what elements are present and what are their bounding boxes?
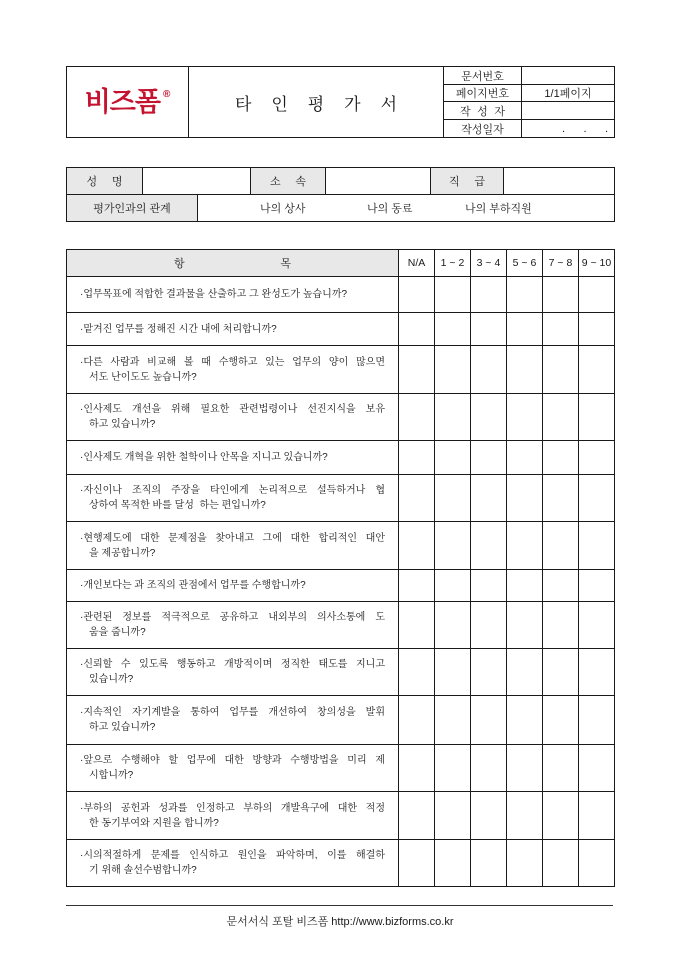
- score-header-9-10: 9 ~ 10: [578, 250, 614, 276]
- item-text-line: ·신뢰할 수 있도록 행동하고 개방적이며 정직한 태도를 지니고: [80, 659, 385, 670]
- score-3-4-cell[interactable]: [470, 522, 506, 569]
- score-na-cell[interactable]: [398, 313, 434, 345]
- footer-divider: [66, 905, 613, 906]
- department-label: 소 속: [270, 176, 306, 188]
- evaluation-item-text: [67, 522, 398, 569]
- score-na-cell[interactable]: [398, 394, 434, 440]
- score-3-4-cell[interactable]: [470, 792, 506, 839]
- score-5-6-cell[interactable]: [506, 696, 542, 744]
- score-1-2-cell[interactable]: [434, 277, 470, 312]
- score-7-8-cell[interactable]: [542, 441, 578, 474]
- score-7-8-cell[interactable]: [542, 840, 578, 886]
- item-text-continuation: 기 위해 솔선수범합니까?: [89, 865, 197, 876]
- score-1-2-cell[interactable]: [434, 313, 470, 345]
- evaluation-item-text: [67, 277, 398, 312]
- score-9-10-cell[interactable]: [578, 346, 614, 393]
- item-text-line: ·인사제도 개선을 위해 필요한 관련법령이나 선진지식을 보유: [80, 404, 385, 415]
- score-3-4-cell[interactable]: [470, 649, 506, 695]
- evaluation-row: [67, 345, 614, 393]
- date-field[interactable]: [521, 120, 614, 137]
- item-text-line: ·업무목표에 적합한 결과물을 산출하고 그 완성도가 높습니까?: [80, 289, 348, 300]
- score-9-10-cell[interactable]: [578, 792, 614, 839]
- item-text-continuation: 한 동기부여와 지원을 합니까?: [89, 817, 219, 829]
- score-9-10-cell[interactable]: [578, 394, 614, 440]
- score-na-cell[interactable]: [398, 649, 434, 695]
- department-field[interactable]: [325, 168, 430, 194]
- score-na-cell[interactable]: [398, 840, 434, 886]
- evaluation-row: [67, 521, 614, 569]
- score-na-cell[interactable]: [398, 346, 434, 393]
- score-9-10-cell[interactable]: [578, 313, 614, 345]
- score-header-1-2: 1 ~ 2: [434, 250, 470, 276]
- department-label-cell: [250, 168, 325, 194]
- relation-label-cell: [67, 195, 197, 221]
- score-5-6-cell[interactable]: [506, 277, 542, 312]
- item-text-line: ·맡겨진 업무를 정해진 시간 내에 처리합니까?: [80, 323, 277, 335]
- evaluation-item-text: [67, 745, 398, 791]
- score-1-2-cell[interactable]: [434, 792, 470, 839]
- score-5-6-cell[interactable]: [506, 602, 542, 648]
- document-number-field[interactable]: [521, 67, 614, 84]
- score-7-8-cell[interactable]: [542, 522, 578, 569]
- score-na-cell[interactable]: [398, 475, 434, 521]
- score-na-cell[interactable]: [398, 522, 434, 569]
- document-meta: [443, 67, 614, 137]
- evaluation-row: [67, 839, 614, 886]
- meta-row-author: [444, 101, 614, 119]
- item-text-line: ·앞으로 수행해야 할 업무에 대한 방향과 수행방법을 미리 제: [80, 755, 385, 766]
- page-number-value: 1/1페이지: [544, 88, 592, 100]
- date-label: 작성일자: [461, 123, 504, 136]
- score-7-8-cell[interactable]: [542, 394, 578, 440]
- evaluation-item-text: [67, 313, 398, 345]
- rank-field[interactable]: [503, 168, 614, 194]
- logo-text: 비즈폼: [84, 87, 160, 117]
- score-9-10-cell[interactable]: [578, 602, 614, 648]
- item-text-continuation: 상하여 목적한 바를 달성 하는 편입니까?: [89, 500, 266, 511]
- evaluation-item-text: [67, 696, 398, 744]
- evaluation-row: [67, 440, 614, 474]
- score-9-10-cell[interactable]: [578, 696, 614, 744]
- score-7-8-cell[interactable]: [542, 649, 578, 695]
- evaluation-table: [66, 249, 615, 887]
- score-5-6-cell[interactable]: [506, 792, 542, 839]
- score-1-2-cell[interactable]: [434, 475, 470, 521]
- score-5-6-cell[interactable]: [506, 441, 542, 474]
- score-3-4-cell[interactable]: [470, 313, 506, 345]
- evaluation-item-text: [67, 394, 398, 440]
- item-column-header: 항 목: [174, 258, 291, 270]
- score-7-8-cell[interactable]: [542, 475, 578, 521]
- page-number-label-cell: [444, 85, 521, 101]
- evaluation-item-text: [67, 570, 398, 601]
- score-7-8-cell[interactable]: [542, 745, 578, 791]
- item-text-line: ·자신이나 조직의 주장을 타인에게 논리적으로 설득하거나 협: [80, 485, 385, 496]
- document-header-table: [66, 66, 615, 138]
- registered-mark: ®: [162, 89, 171, 100]
- item-text-line: ·현행제도에 대한 문제점을 찾아내고 그에 대한 합리적인 대안: [80, 532, 385, 544]
- item-column-header-cell: [67, 250, 398, 276]
- score-header-7-8: 7 ~ 8: [542, 250, 578, 276]
- score-na-cell[interactable]: [398, 602, 434, 648]
- score-3-4-cell[interactable]: [470, 602, 506, 648]
- item-text-continuation: 을 제공합니까?: [89, 547, 156, 559]
- meta-row-document-number: [444, 67, 614, 84]
- evaluation-item-text: [67, 346, 398, 393]
- item-text-continuation: 서도 난이도도 높습니까?: [89, 371, 197, 383]
- score-5-6-cell[interactable]: [506, 346, 542, 393]
- item-text-continuation: 시합니까?: [89, 770, 134, 781]
- score-na-cell[interactable]: [398, 570, 434, 601]
- score-5-6-cell[interactable]: [506, 745, 542, 791]
- score-7-8-cell[interactable]: [542, 277, 578, 312]
- score-3-4-cell[interactable]: [470, 475, 506, 521]
- score-1-2-cell[interactable]: [434, 602, 470, 648]
- score-1-2-cell[interactable]: [434, 696, 470, 744]
- score-3-4-cell[interactable]: [470, 346, 506, 393]
- score-5-6-cell[interactable]: [506, 313, 542, 345]
- document-number-label: 문서번호: [461, 70, 504, 83]
- meta-row-page-number: [444, 84, 614, 101]
- score-5-6-cell[interactable]: [506, 840, 542, 886]
- score-1-2-cell[interactable]: [434, 522, 470, 569]
- score-1-2-cell[interactable]: [434, 840, 470, 886]
- score-1-2-cell[interactable]: [434, 649, 470, 695]
- score-9-10-cell[interactable]: [578, 745, 614, 791]
- score-na-cell[interactable]: [398, 696, 434, 744]
- score-9-10-cell[interactable]: [578, 570, 614, 601]
- page-number-value-cell: [521, 85, 614, 101]
- score-7-8-cell[interactable]: [542, 346, 578, 393]
- score-7-8-cell[interactable]: [542, 696, 578, 744]
- meta-row-date: [444, 119, 614, 137]
- relation-option-superior[interactable]: 나의 상사: [260, 203, 306, 215]
- score-9-10-cell[interactable]: [578, 840, 614, 886]
- score-3-4-cell[interactable]: [470, 570, 506, 601]
- relation-option-peer[interactable]: 나의 동료: [367, 203, 413, 215]
- item-text-continuation: 하고 있습니까?: [89, 722, 156, 733]
- title-cell: [188, 67, 443, 137]
- logo-cell: [67, 67, 188, 137]
- score-5-6-cell[interactable]: [506, 475, 542, 521]
- page-number-label: 페이지번호: [455, 88, 510, 100]
- item-text-line: ·인사제도 개혁을 위한 철학이나 안목을 지니고 있습니까?: [80, 452, 328, 463]
- score-5-6-cell[interactable]: [506, 394, 542, 440]
- score-5-6-cell[interactable]: [506, 570, 542, 601]
- score-3-4-cell[interactable]: [470, 441, 506, 474]
- score-5-6-cell[interactable]: [506, 649, 542, 695]
- rank-label-cell: [430, 168, 503, 194]
- item-text-continuation: 하고 있습니까?: [89, 419, 156, 430]
- evaluation-item-text: [67, 602, 398, 648]
- score-na-cell[interactable]: [398, 441, 434, 474]
- score-3-4-cell[interactable]: [470, 696, 506, 744]
- score-3-4-cell[interactable]: [470, 840, 506, 886]
- relation-row: [67, 194, 614, 221]
- score-1-2-cell[interactable]: [434, 346, 470, 393]
- score-3-4-cell[interactable]: [470, 745, 506, 791]
- evaluation-row: [67, 601, 614, 648]
- score-7-8-cell[interactable]: [542, 602, 578, 648]
- evaluation-item-text: [67, 840, 398, 886]
- score-7-8-cell[interactable]: [542, 570, 578, 601]
- evaluation-item-text: [67, 792, 398, 839]
- score-1-2-cell[interactable]: [434, 570, 470, 601]
- evaluation-item-text: [67, 475, 398, 521]
- document-number-label-cell: [444, 67, 521, 84]
- score-9-10-cell[interactable]: [578, 441, 614, 474]
- footer-credit: 문서서식 포탈 비즈폼 http://www.bizforms.co.kr: [226, 916, 454, 928]
- author-label-cell: [444, 102, 521, 119]
- evaluation-item-text: [67, 441, 398, 474]
- evaluation-row: [67, 312, 614, 345]
- evaluation-row: [67, 393, 614, 440]
- score-5-6-cell[interactable]: [506, 522, 542, 569]
- item-text-line: ·부하의 공헌과 성과를 인정하고 부하의 개발욕구에 대한 적정: [80, 802, 385, 814]
- score-1-2-cell[interactable]: [434, 394, 470, 440]
- evaluation-row: [67, 474, 614, 521]
- evaluation-row: [67, 744, 614, 791]
- score-9-10-cell[interactable]: [578, 522, 614, 569]
- evaluation-header-row: [67, 250, 614, 276]
- item-text-line: ·관련된 정보를 적극적으로 공유하고 내외부의 의사소통에 도: [80, 612, 385, 623]
- item-text-line: ·개인보다는 과 조직의 관점에서 업무를 수행합니까?: [80, 580, 306, 591]
- name-field[interactable]: [142, 168, 250, 194]
- bizforms-logo: [85, 87, 171, 117]
- name-label-cell: [67, 168, 142, 194]
- item-text-line: ·다른 사람과 비교해 볼 때 수행하고 있는 업무의 양이 많으면: [80, 356, 385, 368]
- author-label: 작 성 자: [460, 105, 505, 118]
- evaluation-row: [67, 791, 614, 839]
- name-label: 성 명: [86, 176, 123, 188]
- item-text-continuation: 있습니까?: [89, 674, 134, 685]
- score-7-8-cell[interactable]: [542, 313, 578, 345]
- score-header-3-4: 3 ~ 4: [470, 250, 506, 276]
- score-1-2-cell[interactable]: [434, 441, 470, 474]
- relation-label: 평가인과의 관계: [93, 203, 171, 215]
- score-3-4-cell[interactable]: [470, 394, 506, 440]
- score-na-cell[interactable]: [398, 277, 434, 312]
- score-na-cell[interactable]: [398, 745, 434, 791]
- relation-option-subordinate[interactable]: 나의 부하직원: [465, 203, 532, 215]
- item-text-continuation: 움을 줍니까?: [89, 627, 146, 638]
- evaluation-row: [67, 648, 614, 695]
- evaluation-row: [67, 276, 614, 312]
- evaluatee-info-table: [66, 167, 615, 222]
- score-na-cell[interactable]: [398, 792, 434, 839]
- item-text-line: ·시의적절하게 문제를 인식하고 원인을 파악하며, 이를 해결하: [80, 850, 385, 861]
- evaluation-item-text: [67, 649, 398, 695]
- date-label-cell: [444, 120, 521, 137]
- author-field[interactable]: [521, 102, 614, 119]
- score-1-2-cell[interactable]: [434, 745, 470, 791]
- score-header-5-6: 5 ~ 6: [506, 250, 542, 276]
- evaluation-row: [67, 569, 614, 601]
- document-title: 타 인 평 가 서: [235, 94, 397, 114]
- evaluation-row: [67, 695, 614, 744]
- score-header-na: N/A: [398, 250, 434, 276]
- evaluatee-info-row: [67, 168, 614, 194]
- document-header-row: [67, 67, 614, 137]
- score-9-10-cell[interactable]: [578, 277, 614, 312]
- score-9-10-cell[interactable]: [578, 475, 614, 521]
- score-9-10-cell[interactable]: [578, 649, 614, 695]
- relation-options: [197, 195, 614, 221]
- date-placeholder: . . .: [562, 122, 608, 135]
- item-text-line: ·지속적인 자기계발을 통하여 업무를 개선하여 창의성을 발휘: [80, 707, 385, 718]
- score-3-4-cell[interactable]: [470, 277, 506, 312]
- rank-label: 직 급: [449, 176, 485, 188]
- score-7-8-cell[interactable]: [542, 792, 578, 839]
